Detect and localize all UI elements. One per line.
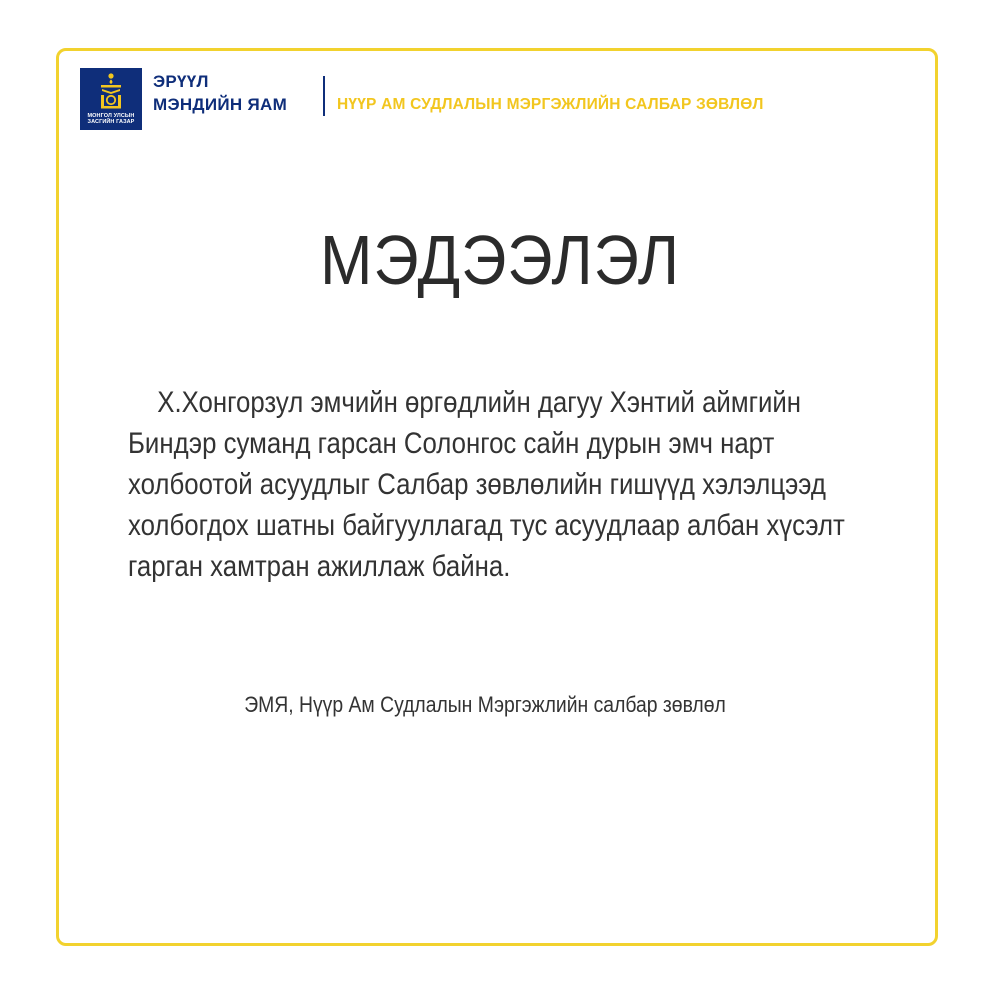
ministry-name <box>153 70 287 116</box>
header-divider <box>323 76 325 116</box>
signature: ЭМЯ, Нүүр Ам Судлалын Мэргэжлийн салбар зөвлөл <box>244 692 726 717</box>
logo-caption-line1: МОНГОЛ УЛСЫН <box>87 113 135 119</box>
logo-caption-line2: ЗАСГИЙН ГАЗАР <box>87 119 135 125</box>
soyombo-emblem-icon <box>96 72 126 110</box>
ministry-name-line2: МЭНДИЙН ЯАМ <box>153 95 288 114</box>
page-title: МЭДЭЭЛЭЛ <box>320 221 680 299</box>
council-name: НҮҮР АМ СУДЛАЛЫН МЭРГЭЖЛИЙН САЛБАР ЗӨВЛӨЛ <box>337 96 764 113</box>
announcement-body: Х.Хонгорзул эмчийн өргөдлийн дагуу Хэнтий аймгийн Биндэр суманд гарсан Солонгос сайн дурын эмч нарт холбоотой асуудлыг Салбар зөвлөлийн гишүүд хэлэлцээд холбогдох шатны байгууллагад тус асуудлаар албан хүсэлт гарган хамтран ажиллаж байна. <box>128 386 845 583</box>
government-logo <box>80 68 142 130</box>
ministry-name-line1: ЭРҮҮЛ <box>153 72 209 91</box>
